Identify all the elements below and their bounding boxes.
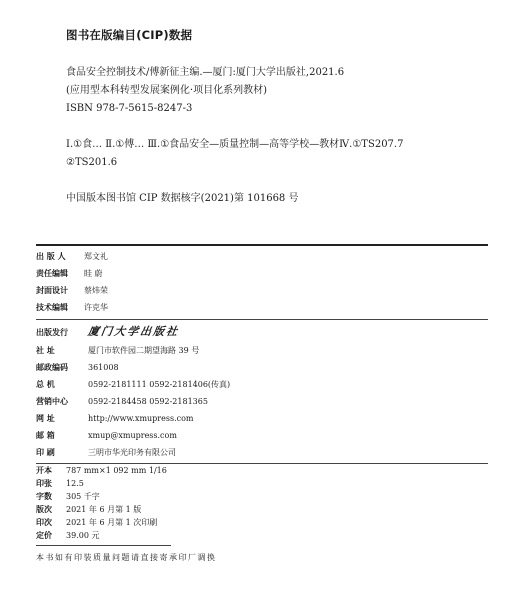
publisher-field-value: 0592-2181111 0592-2181406(传真) [88, 380, 231, 389]
spec-row [36, 465, 167, 477]
publisher-row [36, 430, 177, 442]
spec-row [36, 491, 100, 503]
publisher-row [36, 345, 199, 357]
cip-data-number: 中国版本图书馆 CIP 数据核字(2021)第 101668 号 [66, 193, 299, 204]
cip-title-line: 食品安全控制技术/傅新征主编.—厦门:厦门大学出版社,2021.6 [66, 67, 345, 78]
publisher-field-label: 社 址 [36, 346, 55, 355]
section-divider [36, 319, 488, 320]
publisher-row [36, 362, 119, 374]
spec-row [36, 517, 157, 529]
publisher-row [36, 379, 230, 391]
spec-row [36, 504, 141, 516]
publisher-row [36, 396, 208, 408]
print-quality-note: 本书如有印装质量问题请直接寄承印厂调换 [36, 553, 217, 562]
spec-label: 字数 [36, 492, 52, 501]
spec-value: 305 千字 [66, 492, 100, 501]
publisher-label: 出版发行 [36, 328, 68, 337]
cip-classification-line: ②TS201.6 [66, 157, 118, 168]
publisher-field-value: xmup@xmupress.com [88, 431, 177, 440]
cip-classification [66, 136, 496, 172]
staff-value: 郑文礼 [84, 252, 108, 261]
staff-label: 责任编辑 [36, 269, 68, 278]
staff-value: 许克华 [84, 303, 108, 312]
publisher-field-value: 361008 [88, 363, 119, 372]
spec-row [36, 530, 99, 542]
publisher-field-value: 0592-2184458 0592-2181365 [88, 397, 208, 406]
spec-value: 12.5 [66, 479, 84, 488]
staff-value: 蔡炜荣 [84, 286, 108, 295]
staff-value: 眭 蔚 [84, 269, 103, 278]
spec-value: 787 mm×1 092 mm 1/16 [66, 466, 167, 475]
publisher-logo: 廈门大学出版社 [87, 325, 180, 338]
cip-classification-line: Ⅰ.①食… Ⅱ.①傅… Ⅲ.①食品安全—质量控制—高等学校—教材Ⅳ.①TS207.7 [66, 139, 404, 150]
publisher-field-value: 厦门市软件园二期望海路 39 号 [88, 346, 200, 355]
staff-label: 出 版 人 [36, 252, 66, 261]
spec-label: 定价 [36, 531, 52, 540]
section-divider [36, 545, 171, 546]
publisher-field-value: 三明市华光印务有限公司 [88, 448, 176, 457]
cip-heading: 图书在版编目(CIP)数据 [66, 28, 193, 42]
staff-row [36, 302, 108, 314]
staff-label: 技术编辑 [36, 303, 68, 312]
publisher-row [36, 447, 176, 459]
section-divider [36, 463, 488, 464]
publisher-field-label: 网 址 [36, 414, 55, 423]
staff-label: 封面设计 [36, 286, 68, 295]
publisher-field-label: 总 机 [36, 380, 55, 389]
cip-series-line: (应用型本科转型发展案例化·项目化系列教材) [66, 85, 267, 96]
spec-label: 开本 [36, 466, 52, 475]
spec-label: 印次 [36, 518, 52, 527]
spec-value: 2021 年 6 月第 1 次印刷 [66, 518, 158, 527]
publisher-field-label: 邮 箱 [36, 431, 55, 440]
publisher-row [36, 413, 194, 425]
publisher-row [36, 325, 179, 340]
cip-isbn-line: ISBN 978-7-5615-8247-3 [66, 103, 193, 114]
spec-label: 版次 [36, 505, 52, 514]
spec-value: 2021 年 6 月第 1 版 [66, 505, 142, 514]
staff-row [36, 285, 108, 297]
publisher-field-label: 营销中心 [36, 397, 68, 406]
spec-value: 39.00 元 [66, 531, 100, 540]
spec-row [36, 478, 84, 490]
publisher-field-label: 印 刷 [36, 448, 55, 457]
staff-row [36, 268, 103, 280]
publisher-field-value: http://www.xmupress.com [88, 414, 194, 423]
publisher-field-label: 邮政编码 [36, 363, 68, 372]
cip-record [66, 64, 486, 118]
spec-label: 印张 [36, 479, 52, 488]
staff-row [36, 251, 108, 263]
section-divider [36, 244, 488, 246]
